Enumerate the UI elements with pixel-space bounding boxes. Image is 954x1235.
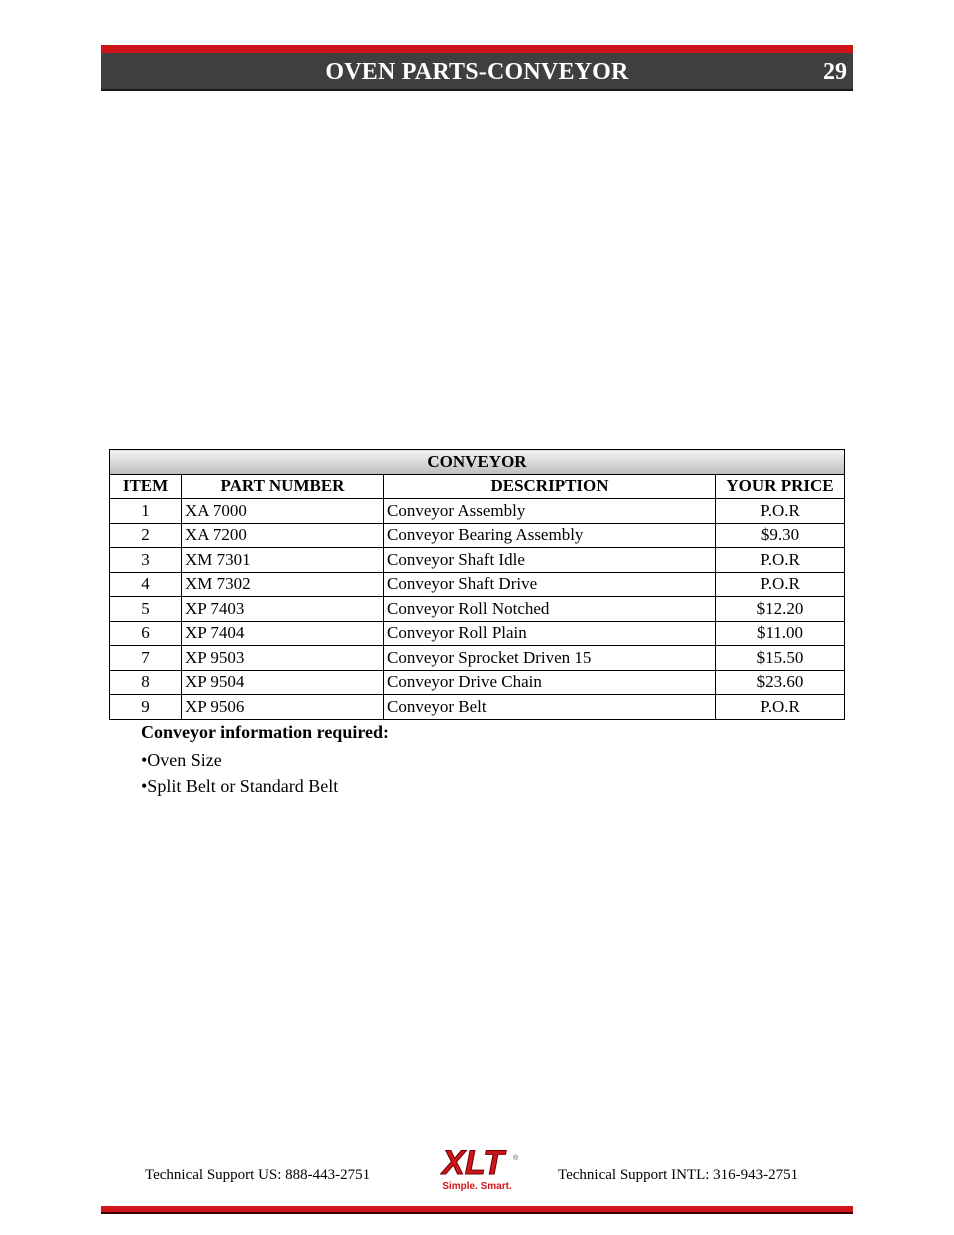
column-header-part-number: PART NUMBER <box>182 474 384 499</box>
item-cell: 8 <box>110 670 182 695</box>
bottom-rule <box>101 1206 853 1214</box>
price-cell: $9.30 <box>716 523 845 548</box>
table-row <box>110 646 845 671</box>
table-row <box>110 670 845 695</box>
page-title: OVEN PARTS-CONVEYOR <box>325 59 629 85</box>
part-number-cell: XM 7302 <box>182 572 384 597</box>
part-number-cell: XP 9504 <box>182 670 384 695</box>
description-cell: Conveyor Assembly <box>384 499 716 524</box>
item-cell: 2 <box>110 523 182 548</box>
footer-support-us: Technical Support US: 888-443-2751 <box>145 1167 371 1183</box>
table-row <box>110 548 845 573</box>
item-cell: 7 <box>110 646 182 671</box>
part-number-cell: XP 7403 <box>182 597 384 622</box>
table-row <box>110 597 845 622</box>
price-cell: P.O.R <box>716 695 845 720</box>
description-cell: Conveyor Drive Chain <box>384 670 716 695</box>
part-number-cell: XA 7000 <box>182 499 384 524</box>
price-cell: $12.20 <box>716 597 845 622</box>
logo-tagline: Simple. Smart. <box>442 1181 512 1192</box>
part-number-cell: XP 9503 <box>182 646 384 671</box>
conveyor-parts-table <box>109 449 845 720</box>
description-cell: Conveyor Sprocket Driven 15 <box>384 646 716 671</box>
table-header-row <box>110 474 845 499</box>
item-cell: 9 <box>110 695 182 720</box>
footer-support-intl: Technical Support INTL: 316-943-2751 <box>558 1167 799 1183</box>
price-cell: $11.00 <box>716 621 845 646</box>
item-cell: 5 <box>110 597 182 622</box>
price-cell: $23.60 <box>716 670 845 695</box>
price-cell: P.O.R <box>716 548 845 573</box>
price-cell: P.O.R <box>716 572 845 597</box>
item-cell: 6 <box>110 621 182 646</box>
item-cell: 3 <box>110 548 182 573</box>
column-header-your-price: YOUR PRICE <box>716 474 845 499</box>
description-cell: Conveyor Roll Plain <box>384 621 716 646</box>
table-row <box>110 572 845 597</box>
price-cell: P.O.R <box>716 499 845 524</box>
item-cell: 4 <box>110 572 182 597</box>
item-cell: 1 <box>110 499 182 524</box>
description-cell: Conveyor Roll Notched <box>384 597 716 622</box>
xlt-logo <box>425 1140 529 1192</box>
logo-registered-mark: ® <box>513 1155 519 1162</box>
description-cell: Conveyor Belt <box>384 695 716 720</box>
part-number-cell: XP 7404 <box>182 621 384 646</box>
table-row <box>110 499 845 524</box>
page-header <box>101 45 853 91</box>
table-row <box>110 695 845 720</box>
description-cell: Conveyor Shaft Idle <box>384 548 716 573</box>
price-cell: $15.50 <box>716 646 845 671</box>
conveyor-info <box>141 722 389 799</box>
part-number-cell: XP 9506 <box>182 695 384 720</box>
table-title-row <box>110 450 845 475</box>
column-header-description: DESCRIPTION <box>384 474 716 499</box>
info-item-belt-type: •Split Belt or Standard Belt <box>141 776 339 796</box>
logo-text: XLT <box>442 1144 504 1182</box>
description-cell: Conveyor Bearing Assembly <box>384 523 716 548</box>
description-cell: Conveyor Shaft Drive <box>384 572 716 597</box>
table-title: CONVEYOR <box>110 450 845 475</box>
info-title: Conveyor information required: <box>141 722 389 742</box>
column-header-item: ITEM <box>110 474 182 499</box>
part-number-cell: XA 7200 <box>182 523 384 548</box>
table-row <box>110 621 845 646</box>
info-item-oven-size: •Oven Size <box>141 750 222 770</box>
page-number: 29 <box>823 59 847 85</box>
table-row <box>110 523 845 548</box>
part-number-cell: XM 7301 <box>182 548 384 573</box>
